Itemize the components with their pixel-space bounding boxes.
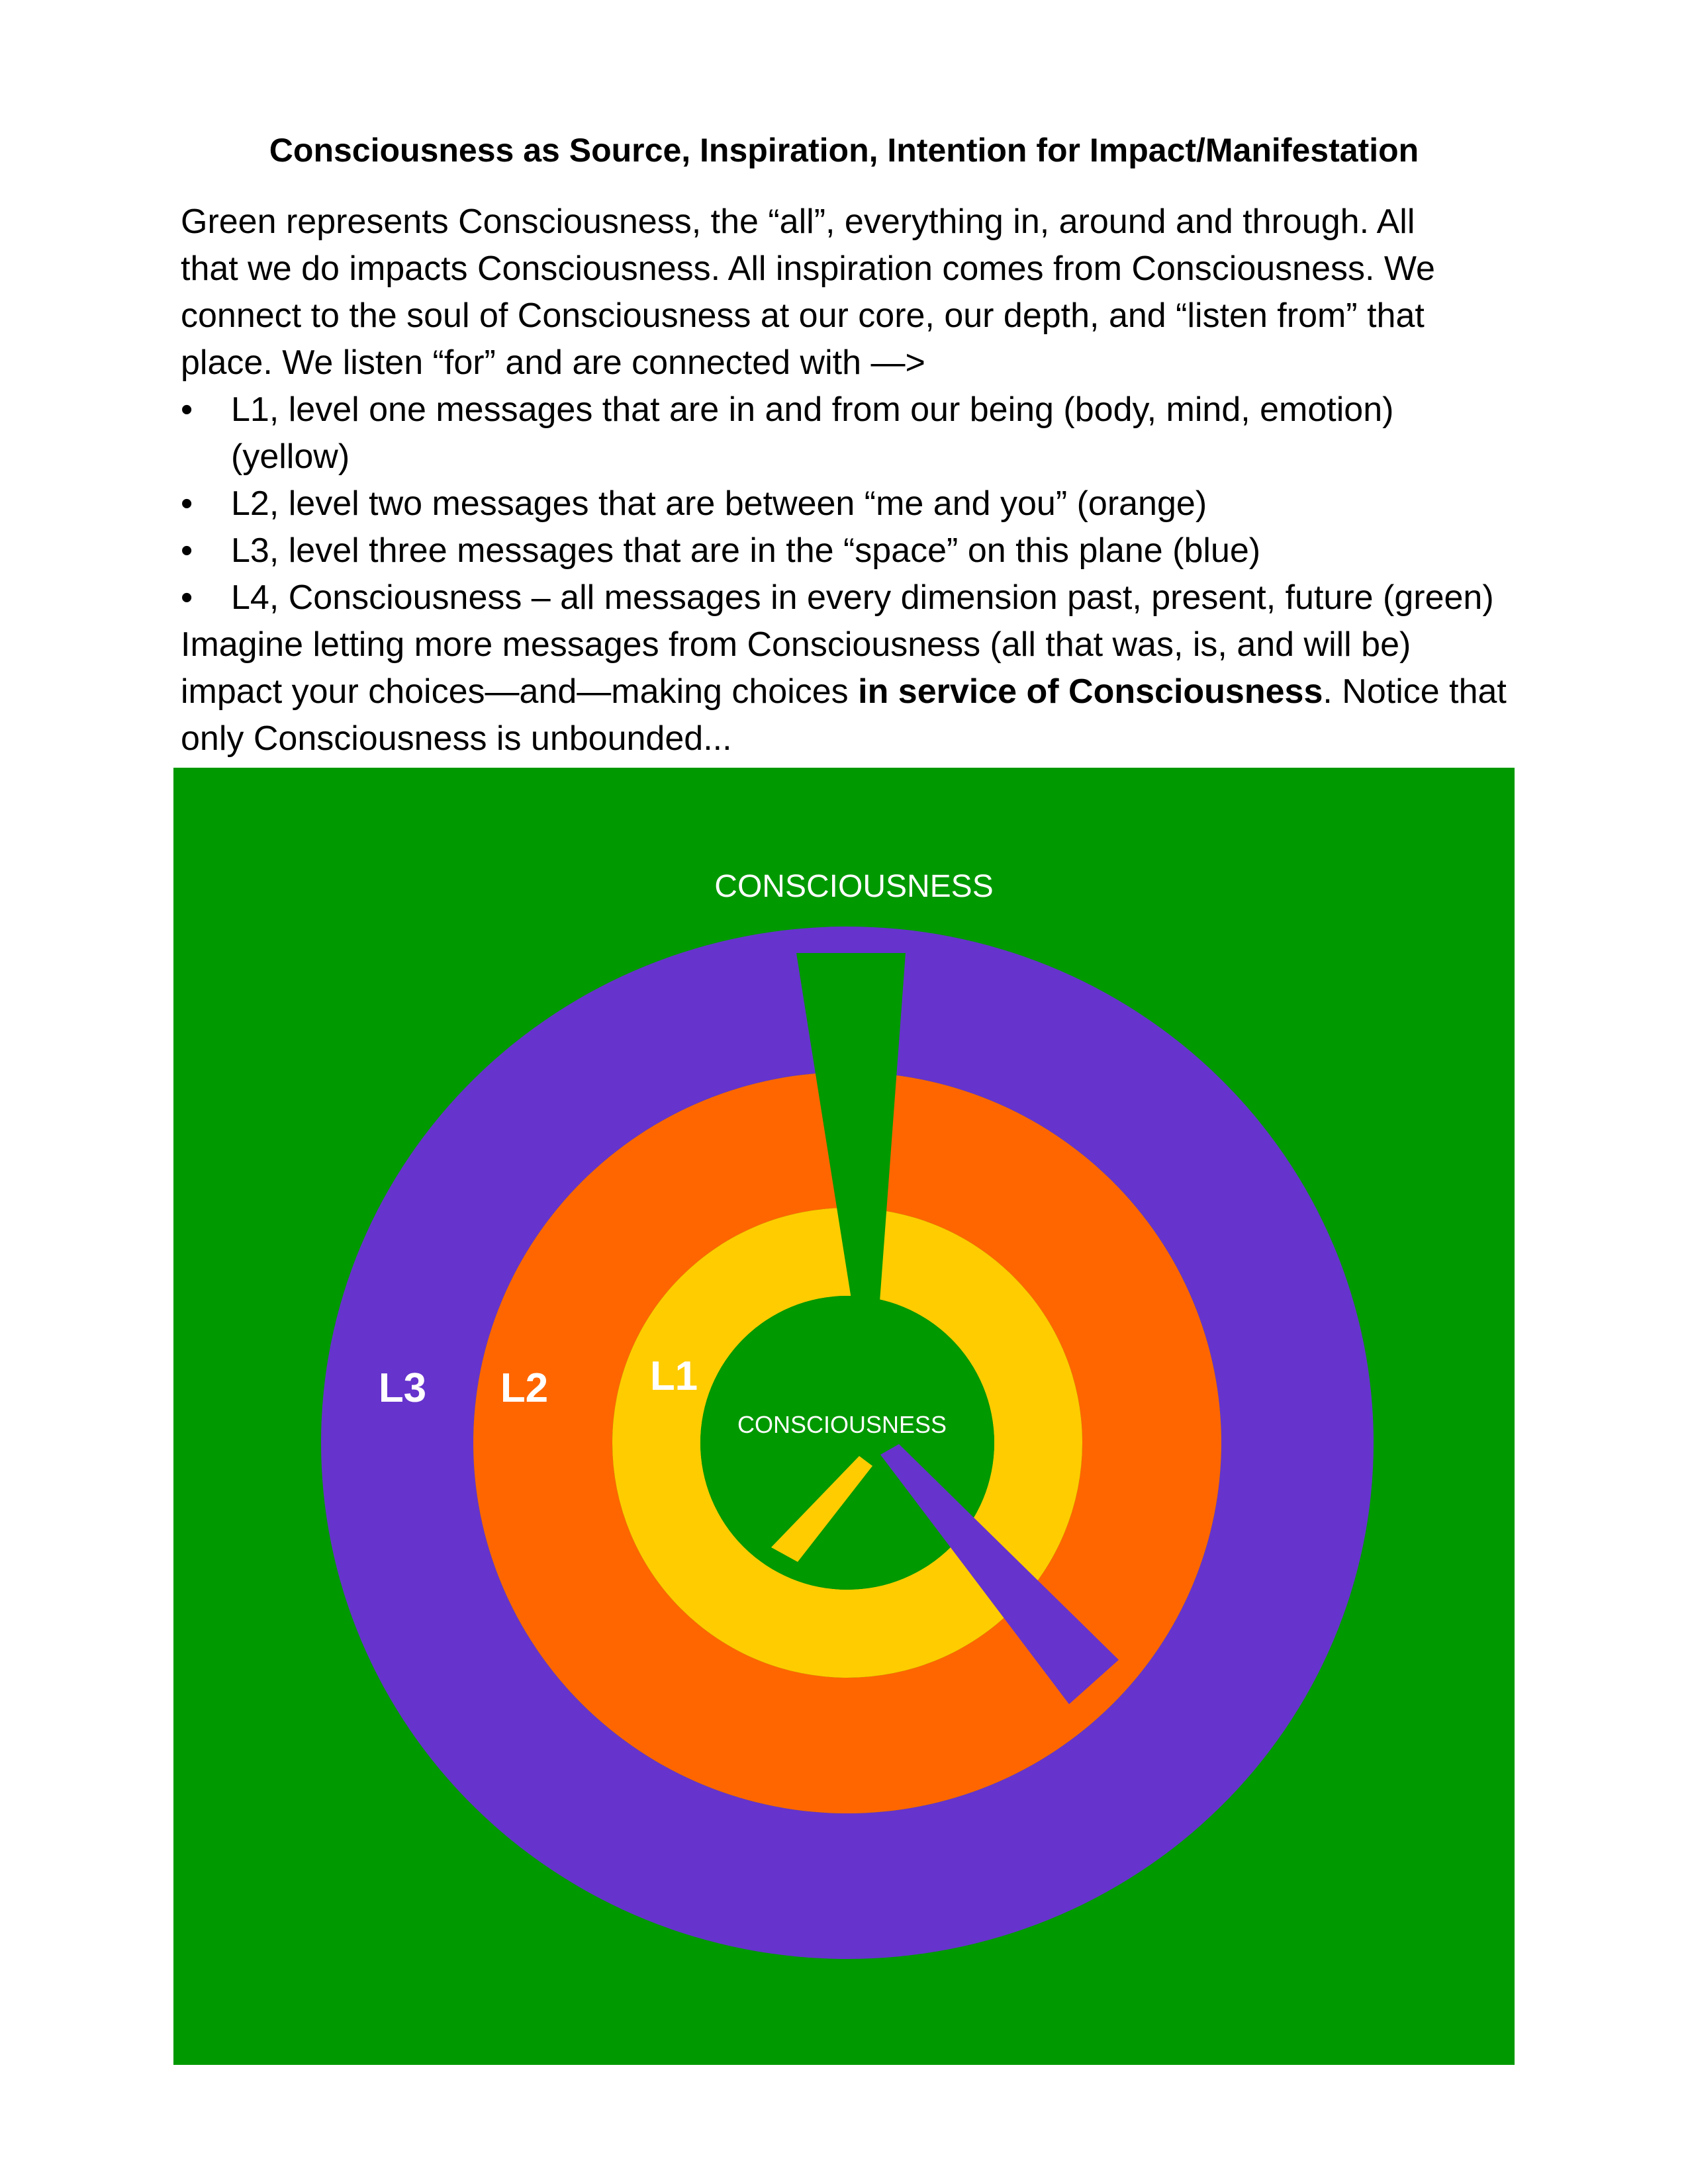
- closing-emphasis: in service of Consciousness: [858, 672, 1323, 711]
- closing-line: Imagine letting more messages from Consciousness (all that was, is, and will be): [181, 625, 1411, 664]
- bullet-dot: •: [181, 578, 193, 617]
- closing-line: only Consciousness is unbounded...: [181, 719, 732, 758]
- intro-line: Green represents Consciousness, the “all”, everything in, around and through. All: [181, 203, 1415, 241]
- intro-line: connect to the soul of Consciousness at our core, our depth, and “listen from” that: [181, 296, 1425, 335]
- closing-text: . Notice that: [1323, 672, 1507, 711]
- l2-label: L2: [500, 1365, 549, 1411]
- center-consciousness-label: CONSCIOUSNESS: [737, 1411, 947, 1438]
- outer-consciousness-label: CONSCIOUSNESS: [714, 869, 994, 904]
- bullet-dot: •: [181, 531, 193, 570]
- bullet-text: (yellow): [231, 437, 350, 476]
- bullet-dot: •: [181, 390, 193, 429]
- bullet-text: L2, level two messages that are between “me and you” (orange): [231, 484, 1207, 523]
- bullet-text: L1, level one messages that are in and from our being (body, mind, emotion): [231, 390, 1394, 429]
- page-title: Consciousness as Source, Inspiration, Intention for Impact/Manifestation: [269, 132, 1419, 169]
- bullet-text: L4, Consciousness – all messages in every dimension past, present, future (green): [231, 578, 1494, 617]
- intro-line: that we do impacts Consciousness. All inspiration comes from Consciousness. We: [181, 250, 1435, 288]
- closing-text: impact your choices—and—making choices: [181, 672, 859, 711]
- l3-label: L3: [378, 1365, 427, 1411]
- bullet-dot: •: [181, 484, 193, 523]
- l1-label: L1: [649, 1353, 698, 1399]
- intro-line: place. We listen “for” and are connected with —>: [181, 343, 925, 382]
- bullet-text: L3, level three messages that are in the “space” on this plane (blue): [231, 531, 1261, 570]
